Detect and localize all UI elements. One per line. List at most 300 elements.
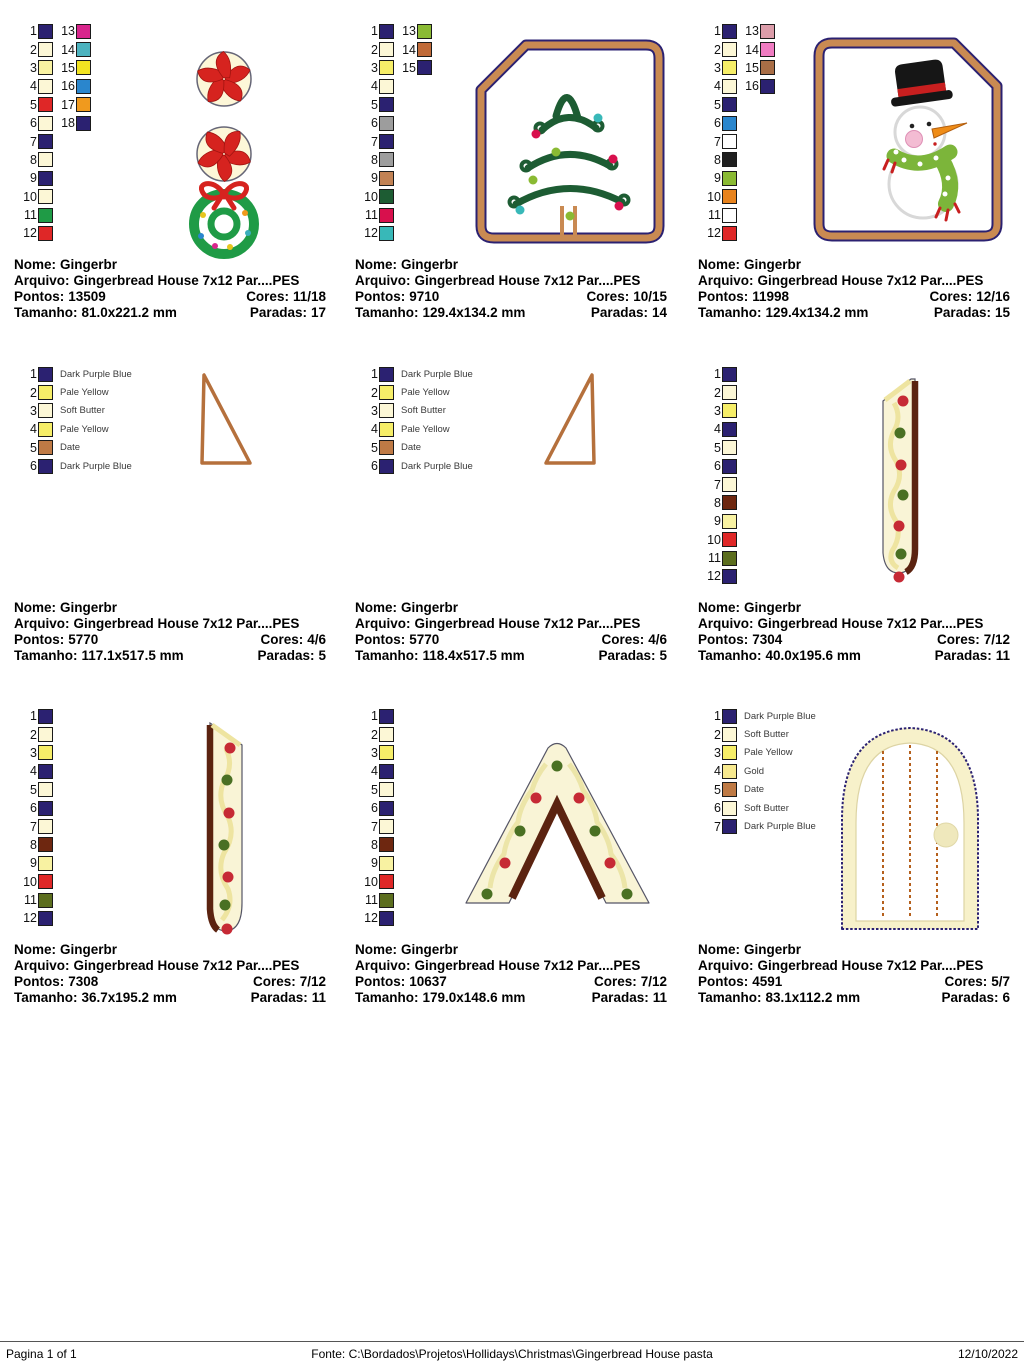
thread-number: 4 [371,764,378,779]
palette-row [740,40,775,58]
arquivo-value: Gingerbread House 7x12 Par....PES [757,273,984,288]
thread-color-swatch [417,42,432,57]
pontos-label: Pontos: [14,632,65,647]
paradas-label: Paradas: [934,648,992,663]
palette-row [56,59,91,77]
thread-color-swatch [38,79,53,94]
thread-number: 1 [714,24,721,39]
thread-color-name: Dark Purple Blue [60,368,132,380]
palette-row [18,873,53,891]
info-nome [14,942,326,958]
nome-label: Nome: [14,257,57,272]
arquivo-label: Arquivo: [698,958,754,973]
thread-color-swatch [76,97,91,112]
thread-color-swatch [379,911,394,926]
thread-color-swatch [379,116,394,131]
thread-number: 7 [30,134,37,149]
palette-row [56,77,91,95]
nome-value: Gingerbr [60,257,118,272]
palette-row [740,77,775,95]
thread-color-swatch [379,856,394,871]
palette-row [359,188,394,206]
thread-number: 8 [30,837,37,852]
palette-row [18,188,53,206]
palette-row [702,40,737,58]
palette-row [359,799,394,817]
thread-number: 6 [714,801,721,816]
palette-row [359,420,473,438]
thread-number: 8 [30,152,37,167]
pontos-label: Pontos: [698,632,749,647]
paradas-value: 11 [652,990,667,1005]
palette-row [18,132,53,150]
palette-row [702,494,737,512]
thread-color-swatch [417,60,432,75]
thread-number: 5 [371,440,378,455]
thread-color-swatch [722,801,737,816]
palette-row [397,22,432,40]
thread-color-swatch [379,727,394,742]
paradas-value: 5 [318,648,326,663]
thread-number: 10 [707,189,721,204]
palette-row [18,22,53,40]
nome-value: Gingerbr [401,600,459,615]
thread-color-swatch [722,60,737,75]
thread-number: 2 [714,42,721,57]
thread-number: 10 [364,189,378,204]
arquivo-label: Arquivo: [14,958,70,973]
info-row [14,990,326,1006]
thread-palette [359,22,435,243]
thread-number: 9 [714,171,721,186]
nome-label: Nome: [355,257,398,272]
palette-row [359,224,394,242]
thread-number: 2 [714,727,721,742]
thread-color-swatch [379,837,394,852]
thread-number: 13 [402,24,416,39]
thread-color-swatch [38,782,53,797]
nome-value: Gingerbr [744,600,802,615]
info-arquivo [14,958,326,974]
palette-row [18,817,53,835]
tamanho-label: Tamanho: [355,648,419,663]
pontos-value: 13509 [68,289,106,304]
thread-number: 12 [23,226,37,241]
paradas-label: Paradas: [250,990,308,1005]
thread-palette [702,365,740,586]
thread-number: 4 [30,764,37,779]
thread-number: 18 [61,116,75,131]
palette-row [56,96,91,114]
palette-row [359,439,473,457]
info-arquivo [355,616,667,632]
thread-number: 8 [714,152,721,167]
nome-label: Nome: [698,257,741,272]
thread-color-swatch [379,782,394,797]
thread-color-swatch [722,403,737,418]
palette-row [397,40,432,58]
arquivo-label: Arquivo: [14,273,70,288]
thread-color-swatch [38,226,53,241]
design-thumbnail-side-strip-mirrored [194,715,254,950]
palette-row [18,77,53,95]
palette-row [702,817,816,835]
palette-row [359,114,394,132]
nome-value: Gingerbr [60,600,118,615]
info-row [698,305,1010,321]
thread-number: 12 [707,569,721,584]
thread-color-swatch [379,367,394,382]
thread-color-swatch [379,134,394,149]
design-cell [14,20,326,350]
info-arquivo [355,273,667,289]
thread-number: 4 [714,764,721,779]
paradas-value: 11 [995,648,1010,663]
info-arquivo [14,273,326,289]
info-nome [698,600,1010,616]
thread-color-swatch [38,459,53,474]
palette-row [702,799,816,817]
thread-palette [702,707,819,836]
paradas-value: 6 [1002,990,1010,1005]
thread-color-swatch [379,745,394,760]
cores-value: 7/12 [299,974,326,989]
pontos-label: Pontos: [698,974,749,989]
cores-label: Cores: [929,289,973,304]
thread-number: 9 [371,171,378,186]
arquivo-value: Gingerbread House 7x12 Par....PES [73,616,300,631]
thread-palette [702,22,778,243]
thread-number: 14 [745,42,759,57]
cores-label: Cores: [246,289,289,304]
thread-number: 10 [707,532,721,547]
arquivo-value: Gingerbread House 7x12 Par....PES [757,958,984,973]
palette-row [18,457,132,475]
palette-row [18,40,53,58]
thread-color-swatch [722,819,737,834]
thread-number: 14 [61,42,75,57]
palette-row [18,762,53,780]
arquivo-value: Gingerbread House 7x12 Par....PES [414,616,641,631]
paradas-label: Paradas: [941,990,999,1005]
thread-color-swatch [38,42,53,57]
thread-color-swatch [722,477,737,492]
thread-color-swatch [722,385,737,400]
thread-number: 2 [714,385,721,400]
cores-value: 4/6 [648,632,667,647]
thread-color-name: Date [60,442,81,454]
thread-number: 5 [371,97,378,112]
info-arquivo [698,273,1010,289]
thread-color-swatch [379,874,394,889]
thread-number: 3 [30,403,37,418]
thread-color-name: Pale Yellow [744,747,793,759]
design-info [14,257,326,321]
triangle-piece-icon [196,371,256,471]
thread-color-swatch [38,189,53,204]
design-cell [355,363,667,693]
palette-row [702,549,737,567]
thread-number: 7 [371,134,378,149]
thread-color-swatch [379,764,394,779]
palette-row [702,206,737,224]
thread-color-swatch [38,116,53,131]
palette-row [18,224,53,242]
tamanho-label: Tamanho: [14,648,78,663]
design-info [355,257,667,321]
design-cell [698,363,1010,693]
nome-label: Nome: [14,600,57,615]
arquivo-value: Gingerbread House 7x12 Par....PES [414,273,641,288]
palette-row [18,169,53,187]
thread-color-swatch [38,801,53,816]
thread-number: 12 [707,226,721,241]
thread-palette [18,707,56,928]
thread-color-swatch [38,764,53,779]
icing-strip-icon [194,715,254,945]
thread-number: 16 [745,79,759,94]
paradas-label: Paradas: [598,648,656,663]
footer-divider [0,1341,1024,1342]
thread-color-name: Date [401,442,422,454]
thread-number: 8 [371,152,378,167]
palette-row [359,909,394,927]
thread-color-swatch [76,24,91,39]
palette-row [359,40,394,58]
palette-row [702,457,737,475]
paradas-label: Paradas: [591,990,649,1005]
info-nome [14,257,326,273]
palette-row [18,96,53,114]
tamanho-label: Tamanho: [355,990,419,1005]
palette-row [18,707,53,725]
thread-color-swatch [722,782,737,797]
thread-number: 9 [371,856,378,871]
thread-palette [18,365,135,475]
palette-row [359,817,394,835]
thread-number: 7 [30,819,37,834]
info-arquivo [14,616,326,632]
thread-color-swatch [38,152,53,167]
paradas-label: Paradas: [590,305,648,320]
palette-row [702,531,737,549]
thread-color-swatch [38,837,53,852]
tamanho-label: Tamanho: [355,305,419,320]
thread-color-swatch [379,208,394,223]
thread-color-name: Soft Butter [744,729,789,741]
thread-palette [359,707,397,928]
nome-value: Gingerbr [401,257,459,272]
thread-number: 3 [714,745,721,760]
design-thumbnail-roof-gable [460,738,655,918]
thread-number: 13 [745,24,759,39]
arquivo-label: Arquivo: [355,273,411,288]
nome-value: Gingerbr [744,257,802,272]
design-cell [698,705,1010,1035]
nome-label: Nome: [14,942,57,957]
thread-number: 4 [30,422,37,437]
thread-color-name: Date [744,784,765,796]
thread-color-swatch [38,874,53,889]
thread-color-swatch [760,79,775,94]
pontos-value: 11998 [752,289,790,304]
paradas-label: Paradas: [933,305,991,320]
info-row [698,990,1010,1006]
info-row [355,632,667,648]
thread-number: 3 [714,403,721,418]
thread-number: 11 [24,208,37,223]
cores-value: 11/18 [292,289,326,304]
tamanho-value: 117.1x517.5 mm [81,648,184,663]
thread-color-swatch [76,42,91,57]
thread-number: 4 [371,79,378,94]
thread-color-swatch [722,79,737,94]
info-row [698,974,1010,990]
page-footer [0,1347,1024,1365]
thread-color-swatch [38,819,53,834]
thread-color-name: Pale Yellow [60,387,109,399]
tamanho-value: 118.4x517.5 mm [422,648,525,663]
thread-number: 6 [371,459,378,474]
thread-color-swatch [722,134,737,149]
thread-color-swatch [379,42,394,57]
thread-color-swatch [722,551,737,566]
design-cell [355,705,667,1035]
thread-color-swatch [417,24,432,39]
thread-color-swatch [38,745,53,760]
design-cell [14,705,326,1035]
cores-label: Cores: [252,974,296,989]
info-row [355,974,667,990]
thread-number: 10 [364,874,378,889]
thread-number: 6 [371,801,378,816]
thread-number: 12 [364,226,378,241]
thread-number: 3 [371,403,378,418]
thread-color-swatch [722,514,737,529]
thread-number: 7 [714,477,721,492]
thread-color-swatch [38,367,53,382]
palette-row [359,77,394,95]
palette-row [702,169,737,187]
thread-color-swatch [722,495,737,510]
thread-number: 11 [24,893,37,908]
thread-number: 6 [30,116,37,131]
thread-color-name: Dark Purple Blue [401,460,473,472]
cores-label: Cores: [593,974,637,989]
thread-number: 6 [371,116,378,131]
palette-row [18,114,53,132]
arquivo-label: Arquivo: [355,616,411,631]
cores-value: 7/12 [983,632,1010,647]
info-arquivo [698,616,1010,632]
thread-number: 11 [365,208,378,223]
thread-color-name: Soft Butter [60,405,105,417]
pontos-value: 10637 [409,974,447,989]
thread-number: 10 [23,874,37,889]
palette-row [359,59,394,77]
nome-value: Gingerbr [744,942,802,957]
palette-row [702,725,816,743]
arquivo-label: Arquivo: [355,958,411,973]
palette-row [359,151,394,169]
pontos-label: Pontos: [355,289,406,304]
nome-label: Nome: [698,600,741,615]
christmas-tree-icon [470,34,670,249]
palette-row [18,781,53,799]
palette-row [56,114,91,132]
palette-row [702,59,737,77]
thread-color-swatch [760,42,775,57]
palette-row [18,365,132,383]
thread-color-swatch [722,152,737,167]
thread-number: 2 [30,42,37,57]
thread-number: 11 [708,551,721,566]
design-info [355,600,667,664]
thread-number: 5 [30,440,37,455]
page-number: Pagina 1 of 1 [6,1347,77,1361]
palette-row [740,22,775,40]
palette-row [702,420,737,438]
info-row [14,289,326,305]
paradas-value: 14 [651,305,667,320]
snowman-icon [808,32,1008,247]
palette-row [359,169,394,187]
info-row [355,289,667,305]
thread-number: 16 [61,79,75,94]
thread-color-swatch [722,709,737,724]
thread-color-swatch [38,385,53,400]
thread-number: 9 [30,171,37,186]
palette-row [702,762,816,780]
thread-number: 11 [708,208,721,223]
palette-row [702,707,816,725]
palette-row [18,383,132,401]
cores-value: 5/7 [991,974,1010,989]
thread-color-swatch [722,116,737,131]
thread-color-swatch [38,440,53,455]
cores-value: 12/16 [976,289,1010,304]
palette-row [18,744,53,762]
cores-label: Cores: [260,632,304,647]
design-cell [14,363,326,693]
thread-color-name: Pale Yellow [401,387,450,399]
palette-row [740,59,775,77]
design-info [698,257,1010,321]
paradas-value: 5 [659,648,667,663]
thread-color-swatch [38,911,53,926]
thread-color-swatch [722,745,737,760]
thread-number: 8 [371,837,378,852]
thread-color-swatch [379,152,394,167]
thread-color-name: Pale Yellow [60,423,109,435]
thread-color-swatch [722,764,737,779]
thread-color-swatch [379,801,394,816]
design-thumbnail-arched-door [828,715,993,940]
palette-row [702,96,737,114]
thread-number: 6 [30,801,37,816]
thread-color-swatch [379,97,394,112]
thread-number: 4 [371,422,378,437]
thread-color-swatch [722,440,737,455]
thread-number: 6 [30,459,37,474]
cores-label: Cores: [601,632,645,647]
pontos-label: Pontos: [355,632,406,647]
thread-color-swatch [722,459,737,474]
palette-row [359,781,394,799]
cores-label: Cores: [944,974,988,989]
palette-row [359,744,394,762]
thread-number: 11 [365,893,378,908]
